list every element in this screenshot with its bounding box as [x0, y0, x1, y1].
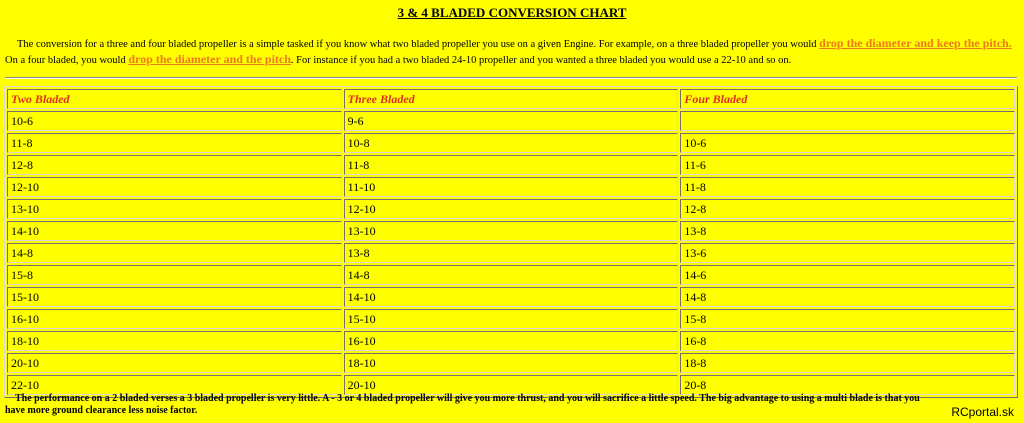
- cell-three-bladed: 14-8: [344, 265, 679, 285]
- cell-two-bladed: 15-8: [7, 265, 342, 285]
- intro-paragraph: [5, 36, 1017, 68]
- cell-three-bladed: 20-10: [344, 375, 679, 395]
- table-row: [7, 221, 1015, 241]
- cell-three-bladed: 11-8: [344, 155, 679, 175]
- table-row: [7, 199, 1015, 219]
- cell-two-bladed: 11-8: [7, 133, 342, 153]
- cell-two-bladed: 18-10: [7, 331, 342, 351]
- cell-three-bladed: 11-10: [344, 177, 679, 197]
- cell-four-bladed: 12-8: [680, 199, 1015, 219]
- cell-two-bladed: 12-10: [7, 177, 342, 197]
- table-row: [7, 287, 1015, 307]
- cell-four-bladed: 16-8: [680, 331, 1015, 351]
- table-row: [7, 353, 1015, 373]
- table-row: [7, 309, 1015, 329]
- table-row: [7, 375, 1015, 395]
- cell-four-bladed: [680, 111, 1015, 131]
- header-two-bladed: Two Bladed: [7, 89, 342, 109]
- intro-text-3: . For instance if you had a two bladed 24-10 propeller and you wanted a three bladed you would use a 22-10 and so on.: [290, 55, 792, 66]
- footer-paragraph: The performance on a 2 bladed verses a 3 bladed propeller is very little. A - 3 or 4 bladed propeller will give you more thrust, and you will sacrifice a little speed. The big advantage to using a multi blade is that you have more ground clearance less noise factor.: [5, 393, 920, 416]
- cell-three-bladed: 12-10: [344, 199, 679, 219]
- table-row: [7, 111, 1015, 131]
- table-header-row: [7, 89, 1015, 109]
- table-row: [7, 177, 1015, 197]
- cell-four-bladed: 20-8: [680, 375, 1015, 395]
- cell-two-bladed: 16-10: [7, 309, 342, 329]
- cell-four-bladed: 13-6: [680, 243, 1015, 263]
- cell-three-bladed: 13-10: [344, 221, 679, 241]
- cell-two-bladed: 12-8: [7, 155, 342, 175]
- table-row: [7, 243, 1015, 263]
- cell-three-bladed: 14-10: [344, 287, 679, 307]
- cell-four-bladed: 10-6: [680, 133, 1015, 153]
- cell-three-bladed: 15-10: [344, 309, 679, 329]
- table-row: [7, 331, 1015, 351]
- cell-four-bladed: 18-8: [680, 353, 1015, 373]
- intro-text-1: The conversion for a three and four bladed propeller is a simple tasked if you know what two bladed propeller you use on a given Engine. For example, on a three bladed propeller you would: [17, 39, 820, 50]
- table-row: [7, 265, 1015, 285]
- intro-highlight-three-bladed: drop the diameter and keep the pitch.: [819, 36, 1012, 50]
- cell-four-bladed: 11-8: [680, 177, 1015, 197]
- cell-four-bladed: 15-8: [680, 309, 1015, 329]
- cell-three-bladed: 10-8: [344, 133, 679, 153]
- conversion-table: [4, 86, 1018, 398]
- table-row: [7, 155, 1015, 175]
- cell-four-bladed: 14-6: [680, 265, 1015, 285]
- cell-four-bladed: 14-8: [680, 287, 1015, 307]
- cell-two-bladed: 20-10: [7, 353, 342, 373]
- cell-two-bladed: 13-10: [7, 199, 342, 219]
- watermark-logo: RCportal.sk: [951, 405, 1014, 419]
- intro-text-2: On a four bladed, you would: [5, 55, 129, 66]
- cell-four-bladed: 13-8: [680, 221, 1015, 241]
- header-three-bladed: Three Bladed: [344, 89, 679, 109]
- cell-two-bladed: 22-10: [7, 375, 342, 395]
- cell-four-bladed: 11-6: [680, 155, 1015, 175]
- horizontal-divider: [5, 77, 1017, 79]
- intro-highlight-four-bladed: drop the diameter and the pitch: [128, 52, 291, 66]
- header-four-bladed: Four Bladed: [680, 89, 1015, 109]
- cell-two-bladed: 14-10: [7, 221, 342, 241]
- cell-two-bladed: 15-10: [7, 287, 342, 307]
- cell-three-bladed: 16-10: [344, 331, 679, 351]
- cell-two-bladed: 10-6: [7, 111, 342, 131]
- cell-three-bladed: 18-10: [344, 353, 679, 373]
- table-row: [7, 133, 1015, 153]
- cell-three-bladed: 9-6: [344, 111, 679, 131]
- cell-two-bladed: 14-8: [7, 243, 342, 263]
- page-title: 3 & 4 BLADED CONVERSION CHART: [397, 5, 627, 20]
- cell-three-bladed: 13-8: [344, 243, 679, 263]
